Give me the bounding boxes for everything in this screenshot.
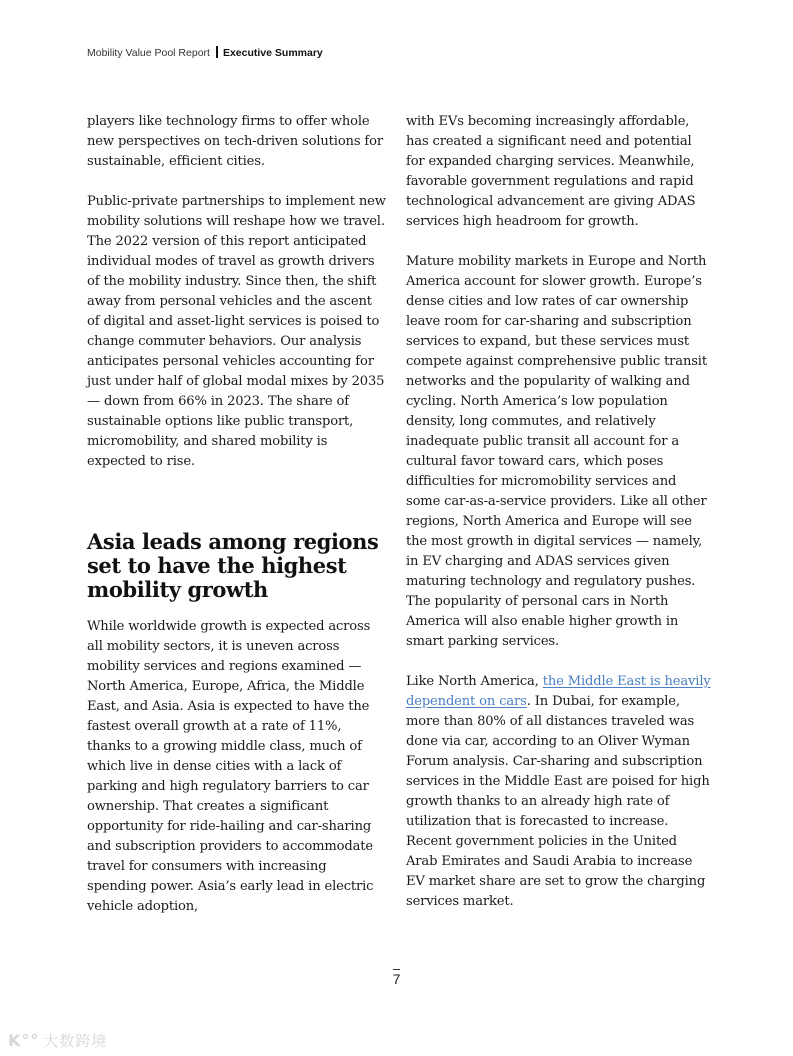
body-paragraph: While worldwide growth is expected across all mobility sectors, it is uneven across mobility services and regions examined — North America, Europe, Africa, the Middle East, and Asia. Asia is expected to have the fastest overall growth at a rate of 11%, thanks to a growing middle class, much of which live in dense cities with a lack of parking and high regulatory barriers to car ownership. That creates a significant opportunity for ride-hailing and car-sharing and subscription providers to accommodate travel for consumers with increasing spending power. Asia’s early lead in electric vehicle adoption,	[87, 619, 374, 914]
watermark-text: 大数跨境	[43, 1032, 108, 1050]
watermark	[8, 1030, 107, 1051]
header-divider	[216, 46, 218, 58]
body-paragraph: with EVs becoming increasingly affordable, has created a significant need and potential for expanded charging services. Meanwhile, favorable government regulations and rapid technological advancement are giving ADAS services high headroom for growth.	[406, 114, 696, 229]
body-paragraph-with-link	[406, 672, 711, 912]
watermark-logo-icon: K°°	[8, 1031, 40, 1050]
page-number-value: 7	[392, 971, 401, 987]
section-heading: Asia leads among regions set to have the highest mobility growth	[87, 529, 379, 602]
section-title: Executive Summary	[222, 47, 323, 59]
body-paragraph: Mature mobility markets in Europe and North America account for slower growth. Europe’s dense cities and low rates of car ownership leave room for car-sharing and subscription services to expand, but these services must compete against comprehensive public transit networks and the popularity of walking and cycling. North America’s low population density, long commutes, and relatively inadequate public transit all account for a cultural favor toward cars, which poses difficulties for micromobility services and some car-as-a-service providers. Like all other regions, North America and Europe will see the most growth in digital services — namely, in EV charging and ADAS services given maturing technology and regulatory pushes. The popularity of personal cars in North America will also enable higher growth in smart parking services.	[406, 254, 707, 649]
running-header	[87, 46, 323, 59]
right-column	[406, 112, 711, 932]
body-paragraph: players like technology firms to offer whole new perspectives on tech-driven solutions for sustainable, efficient cities.	[87, 114, 383, 169]
page-number	[0, 971, 793, 987]
paragraph-text: Like North America,	[406, 674, 543, 689]
body-paragraph: Public-private partnerships to implement new mobility solutions will reshape how we travel. The 2022 version of this report anticipated individual modes of travel as growth drivers of the mobility industry. Since then, the shift away from personal vehicles and the ascent of digital and asset-light services is poised to change commuter behaviors. Our analysis anticipates personal vehicles accounting for just under half of global modal mixes by 2035 — down from 66% in 2023. The share of sustainable options like public transport, micromobility, and shared mobility is expected to rise.	[87, 194, 386, 469]
paragraph-text: . In Dubai, for example, more than 80% of all distances traveled was done via car, according to an Oliver Wyman Forum analysis. Car-sharing and subscription services in the Middle East are poised for high growth thanks to an already high rate of utilization that is forecasted to increase. Recent government policies in the United Arab Emirates and Saudi Arabia to increase EV market share are set to grow the charging services market.	[406, 694, 710, 909]
left-column	[87, 112, 387, 937]
middle-east-cars-link[interactable]: the Middle East is heavily dependent on cars	[406, 674, 711, 709]
report-title: Mobility Value Pool Report	[87, 47, 210, 59]
